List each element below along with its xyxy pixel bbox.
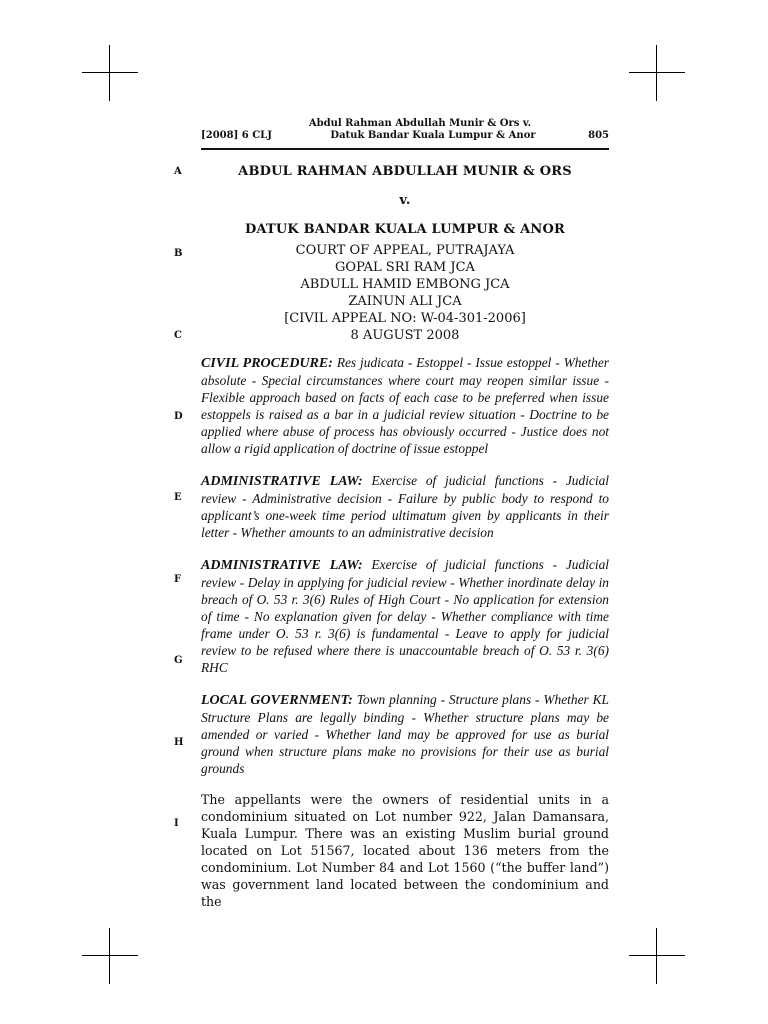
judge-1: GOPAL SRI RAM JCA — [335, 260, 475, 275]
case-party1: ABDUL RAHMAN ABDULLAH MUNIR & ORS — [238, 164, 572, 179]
crop-mark — [629, 955, 685, 956]
crop-mark — [82, 955, 138, 956]
margin-letter-c: C — [174, 330, 182, 341]
running-title-line2: Datuk Bandar Kuala Lumpur & Anor — [330, 130, 536, 141]
page-content — [201, 164, 609, 910]
catchword-heading: ADMINISTRATIVE LAW: — [201, 558, 363, 573]
crop-mark — [629, 72, 685, 73]
citation: [2008] 6 CLJ — [201, 130, 272, 141]
crop-mark — [109, 45, 110, 101]
court-name: COURT OF APPEAL, PUTRAJAYA — [295, 243, 515, 258]
catchword-text: Exercise of judicial functions - Judicial review - Administrative decision - Failure by public body to respond to applicant’s one-week time period ultimatum given by applicants in their letter - Whether amounts to an administrative decision — [201, 473, 609, 540]
crop-mark — [656, 45, 657, 101]
running-title-line1: Abdul Rahman Abdullah Munir & Ors v. — [308, 118, 532, 129]
judge-2: ABDULL HAMID EMBONG JCA — [300, 277, 510, 292]
catchword-civil-procedure — [201, 354, 609, 457]
crop-mark — [109, 928, 110, 984]
headnote-paragraph: The appellants were the owners of residential units in a condominium situated on Lot number 922, Jalan Damansara, Kuala Lumpur. There was an existing Muslim burial ground located on Lot 51567, located about 136 meters from the condominium. Lot Number 84 and Lot 1560 (“the buffer land”) was government land located between the condominium and the — [201, 792, 609, 909]
header-rule — [201, 148, 609, 150]
margin-letter-h: H — [174, 737, 184, 748]
crop-mark — [82, 72, 138, 73]
catchword-heading: ADMINISTRATIVE LAW: — [201, 474, 363, 489]
crop-mark — [656, 928, 657, 984]
catchword-text: Exercise of judicial functions - Judicial review - Delay in applying for judicial review - Whether inordinate delay in breach of O. 53 r. 3(6) Rules of High Court - No application for extension of time - No explanation given for delay - Whether compliance with time frame under O. 53 r. 3(6) is fundamental - Leave to apply for judicial review to be refused where there is unaccountable breach of O. 53 r. 3(6) RHC — [201, 557, 609, 675]
margin-letter-d: D — [174, 411, 183, 422]
margin-letter-e: E — [174, 492, 182, 503]
margin-letter-f: F — [174, 574, 182, 585]
catchword-heading: CIVIL PROCEDURE: — [201, 356, 333, 371]
case-party2: DATUK BANDAR KUALA LUMPUR & ANOR — [244, 222, 566, 237]
margin-letter-i: I — [174, 818, 179, 829]
judgment-date: 8 AUGUST 2008 — [350, 328, 460, 343]
catchword-heading: LOCAL GOVERNMENT: — [201, 693, 353, 708]
court-block — [201, 242, 609, 344]
case-versus: v. — [399, 193, 411, 208]
catchword-text: Town planning - Structure plans - Whether KL Structure Plans are legally binding - Whether structure plans may be amended or varied - Whether land may be approved for use as burial ground when structure plans make no provisions for their use as burial grounds — [201, 692, 609, 776]
running-head — [201, 118, 609, 141]
catchword-local-government — [201, 691, 609, 777]
judge-3: ZAINUN ALI JCA — [348, 294, 462, 309]
margin-letter-b: B — [174, 248, 183, 259]
appeal-number: [CIVIL APPEAL NO: W-04-301-2006] — [284, 311, 526, 326]
catchword-text: Res judicata - Estoppel - Issue estoppel - Whether absolute - Special circumstances where court may reopen similar issue - Flexible approach based on facts of each case to be preferred when issue estoppels is raised as a bar in a judicial review situation - Doctrine to be applied where abuse of process has obviously occurred - Justice does not allow a rigid application of doctrine of issue estoppel — [201, 355, 609, 456]
margin-letter-a: A — [174, 166, 182, 177]
catchword-administrative-law-1 — [201, 472, 609, 541]
running-head-line2 — [201, 130, 609, 141]
margin-letter-g: G — [174, 655, 183, 666]
page-number: 805 — [588, 130, 609, 141]
catchword-administrative-law-2 — [201, 556, 609, 676]
